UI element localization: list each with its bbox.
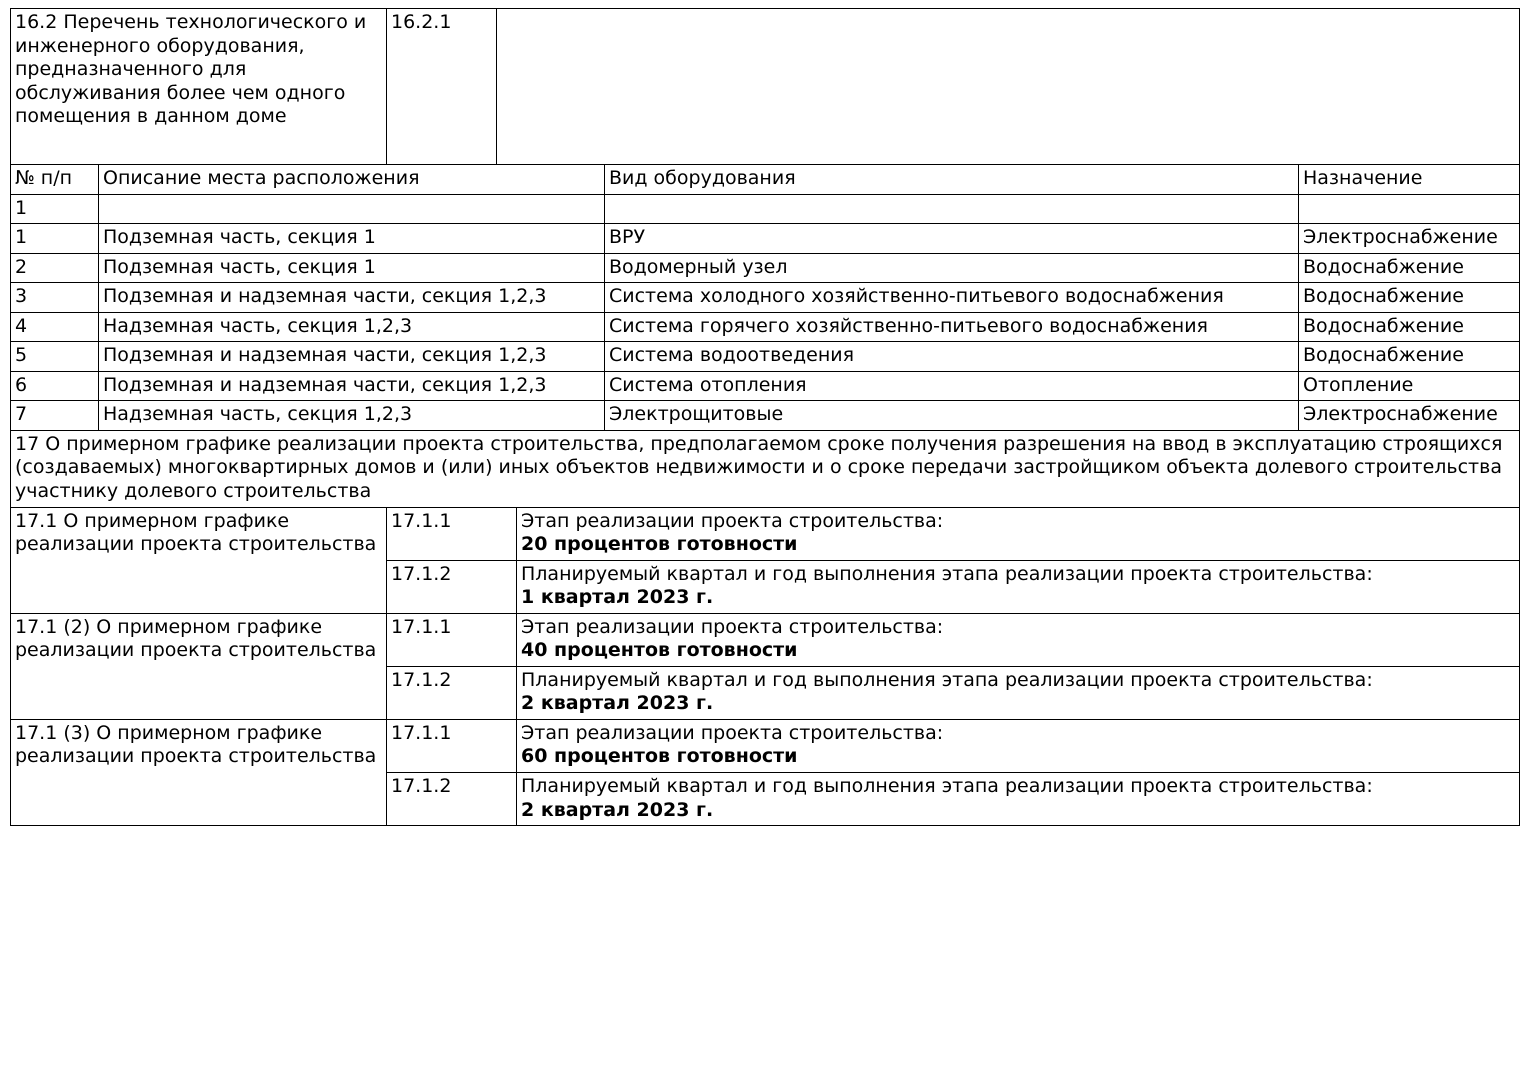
section-16-2-title: 16.2 Перечень технологического и инженерного оборудования, предназначенного для обслуживания более чем одного помещения в данном доме — [15, 11, 367, 128]
equipment-row-location: Подземная и надземная части, секция 1,2,3 — [99, 342, 605, 372]
equipment-row-purpose: Водоснабжение — [1299, 253, 1520, 283]
schedule-term-caption: Планируемый квартал и год выполнения этапа реализации проекта строительства: — [521, 775, 1373, 798]
column-header-type: Вид оборудования — [605, 165, 1299, 195]
section-16-2-value-cell — [497, 9, 1520, 165]
schedule-term-caption: Планируемый квартал и год выполнения этапа реализации проекта строительства: — [521, 562, 1373, 585]
equipment-row-purpose: Электроснабжение — [1299, 224, 1520, 254]
equipment-row-type: Система холодного хозяйственно-питьевого водоснабжения — [605, 283, 1299, 313]
schedule-stage-caption: Этап реализации проекта строительства: — [521, 721, 944, 744]
table-row — [11, 9, 1520, 165]
equipment-row-num: 4 — [11, 312, 99, 342]
schedule-term-code: 17.1.2 — [387, 560, 517, 613]
equipment-group-number: 1 — [11, 194, 99, 224]
equipment-row-type: Система водоотведения — [605, 342, 1299, 372]
table-row — [11, 342, 1520, 372]
schedule-term-value: 1 квартал 2023 г. — [521, 586, 714, 609]
schedule-stage-value: 20 процентов готовности — [521, 533, 798, 556]
table-row — [11, 283, 1520, 313]
schedule-stage-caption: Этап реализации проекта строительства: — [521, 615, 944, 638]
section-17-title-row — [11, 430, 1520, 507]
equipment-row-num: 2 — [11, 253, 99, 283]
schedule-term-cell — [517, 560, 1520, 613]
equipment-row-location: Подземная часть, секция 1 — [99, 253, 605, 283]
equipment-row-purpose: Электроснабжение — [1299, 401, 1520, 431]
equipment-row-num: 3 — [11, 283, 99, 313]
schedule-term-code: 17.1.2 — [387, 773, 517, 826]
section-16-2-table — [10, 8, 1520, 165]
equipment-row-purpose: Водоснабжение — [1299, 312, 1520, 342]
schedule-stage-caption: Этап реализации проекта строительства: — [521, 509, 944, 532]
section-16-2-code-cell — [387, 9, 497, 165]
table-row — [11, 371, 1520, 401]
schedule-term-value: 2 квартал 2023 г. — [521, 692, 714, 715]
table-row — [11, 507, 1520, 560]
equipment-row-type: Система горячего хозяйственно-питьевого водоснабжения — [605, 312, 1299, 342]
table-row — [11, 719, 1520, 772]
equipment-row-type: ВРУ — [605, 224, 1299, 254]
schedule-stage-cell — [517, 507, 1520, 560]
equipment-row-num: 1 — [11, 224, 99, 254]
equipment-row-num: 6 — [11, 371, 99, 401]
table-row — [11, 312, 1520, 342]
equipment-table-header-row — [11, 165, 1520, 195]
equipment-row-type: Электрощитовые — [605, 401, 1299, 431]
section-16-2-code: 16.2.1 — [391, 11, 452, 33]
equipment-row-location: Подземная и надземная части, секция 1,2,3 — [99, 371, 605, 401]
equipment-row-type: Система отопления — [605, 371, 1299, 401]
table-row — [11, 194, 1520, 224]
equipment-row-purpose: Отопление — [1299, 371, 1520, 401]
schedule-stage-code: 17.1.1 — [387, 507, 517, 560]
equipment-row-purpose: Водоснабжение — [1299, 342, 1520, 372]
section-17-title: 17 О примерном графике реализации проекта строительства, предполагаемом сроке получения разрешения на ввод в эксплуатацию строящихся (создаваемых) многоквартирных домов и (или) иных объектов недвижимости и о сроке передачи застройщиком объекта долевого строительства участнику долевого строительства — [11, 430, 1520, 507]
equipment-row-type: Водомерный узел — [605, 253, 1299, 283]
section-16-2-title-cell — [11, 9, 387, 165]
table-row — [11, 253, 1520, 283]
schedule-stage-cell — [517, 613, 1520, 666]
schedule-stage-cell — [517, 719, 1520, 772]
schedule-term-caption: Планируемый квартал и год выполнения этапа реализации проекта строительства: — [521, 668, 1373, 691]
schedule-term-code: 17.1.2 — [387, 666, 517, 719]
schedule-stage-code: 17.1.1 — [387, 613, 517, 666]
schedule-stage-value: 60 процентов готовности — [521, 745, 798, 768]
section-17-table — [10, 430, 1520, 826]
schedule-group-label: 17.1 О примерном графике реализации проекта строительства — [11, 507, 387, 613]
table-row — [11, 224, 1520, 254]
schedule-term-cell — [517, 773, 1520, 826]
schedule-stage-code: 17.1.1 — [387, 719, 517, 772]
schedule-stage-value: 40 процентов готовности — [521, 639, 798, 662]
equipment-group-type — [605, 194, 1299, 224]
equipment-row-location: Надземная часть, секция 1,2,3 — [99, 312, 605, 342]
schedule-group-label: 17.1 (2) О примерном графике реализации проекта строительства — [11, 613, 387, 719]
equipment-row-num: 7 — [11, 401, 99, 431]
equipment-row-location: Подземная и надземная части, секция 1,2,3 — [99, 283, 605, 313]
equipment-group-purpose — [1299, 194, 1520, 224]
table-row — [11, 613, 1520, 666]
schedule-group-label: 17.1 (3) О примерном графике реализации проекта строительства — [11, 719, 387, 825]
table-row — [11, 401, 1520, 431]
column-header-purpose: Назначение — [1299, 165, 1520, 195]
equipment-row-purpose: Водоснабжение — [1299, 283, 1520, 313]
schedule-term-cell — [517, 666, 1520, 719]
equipment-group-location — [99, 194, 605, 224]
schedule-term-value: 2 квартал 2023 г. — [521, 798, 714, 821]
column-header-location: Описание места расположения — [99, 165, 605, 195]
equipment-table — [10, 164, 1520, 431]
equipment-row-location: Надземная часть, секция 1,2,3 — [99, 401, 605, 431]
equipment-row-num: 5 — [11, 342, 99, 372]
column-header-num: № п/п — [11, 165, 99, 195]
equipment-row-location: Подземная часть, секция 1 — [99, 224, 605, 254]
